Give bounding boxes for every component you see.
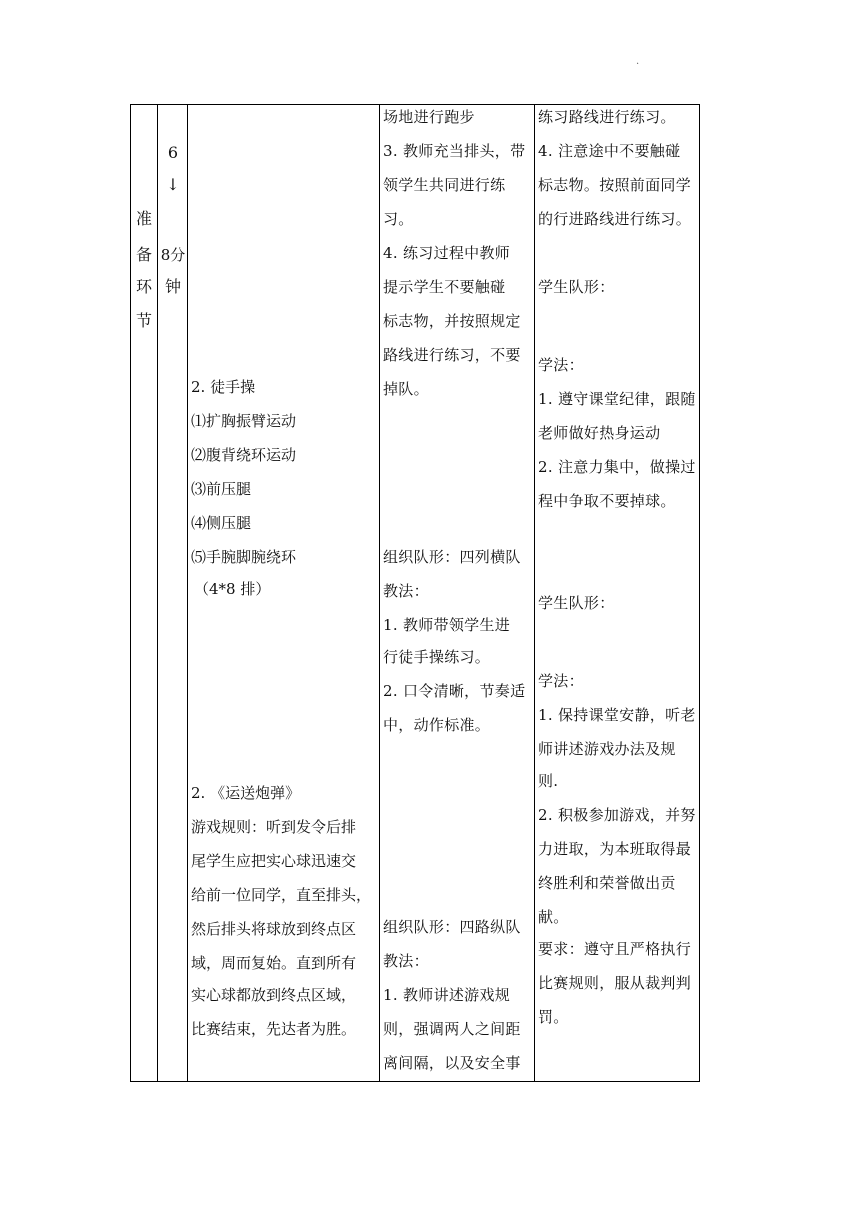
student-line: 师讲述游戏办法及规 xyxy=(538,740,676,758)
teacher-line: 离间隔，以及安全事 xyxy=(383,1054,521,1072)
student-line: 学法： xyxy=(538,672,584,690)
teacher-line: 掉队。 xyxy=(383,380,429,398)
student-line: 罚。 xyxy=(538,1008,569,1026)
teacher-line: 提示学生不要触碰 xyxy=(383,278,506,296)
game-line: 然后排头将球放到终点区 xyxy=(191,920,357,938)
game-line: 实心球都放到终点区域， xyxy=(191,986,357,1004)
section-char: 准 xyxy=(135,209,152,228)
teacher-line: 1. 教师带领学生进 xyxy=(383,616,511,634)
game-line: 尾学生应把实心球迅速交 xyxy=(191,852,357,870)
student-line: 则. xyxy=(538,772,559,790)
student-line: 老师做好热身运动 xyxy=(538,424,661,442)
content-column xyxy=(187,105,380,1081)
teacher-line: 路线进行练习，不要 xyxy=(383,346,521,364)
exercise-item: ⑶前压腿 xyxy=(191,480,252,498)
student-formation: 学生队形： xyxy=(538,594,615,612)
student-line: 标志物。按照前面同学 xyxy=(538,176,692,194)
teacher-line: 场地进行跑步 xyxy=(383,108,475,126)
teacher-line: 则，强调两人之间距 xyxy=(383,1020,521,1038)
exercise-item: ⑷侧压腿 xyxy=(191,514,252,532)
student-line: 的行进路线进行练习。 xyxy=(538,210,692,228)
section-char: 备 xyxy=(135,245,152,264)
teacher-line: 3. 教师充当排头，带 xyxy=(383,142,526,160)
student-line: 1. 遵守课堂纪律，跟随 xyxy=(538,390,696,408)
student-formation: 学生队形： xyxy=(538,278,615,296)
time-column xyxy=(157,105,188,1081)
time-end: 8分 xyxy=(160,246,186,264)
student-line: 学法： xyxy=(538,356,584,374)
game-line: 2. 《运送炮弹》 xyxy=(191,784,301,802)
teacher-line: 组织队形：四路纵队 xyxy=(383,918,521,936)
student-line: 程中争取不要掉球。 xyxy=(538,492,676,510)
section-char: 环 xyxy=(135,277,152,296)
game-line: 域，周而复始。直到所有 xyxy=(191,954,357,972)
exercise-count: （4*8 排） xyxy=(194,580,271,598)
student-line: 比赛规则，服从裁判判 xyxy=(538,974,692,992)
exercise-item: ⑸手腕脚腕绕环 xyxy=(191,548,297,566)
exercise-item: ⑵腹背绕环运动 xyxy=(191,446,297,464)
exercise-title: 2. 徒手操 xyxy=(191,378,256,396)
teacher-line: 4. 练习过程中教师 xyxy=(383,244,511,262)
student-column xyxy=(534,105,702,1081)
student-line: 1. 保持课堂安静，听老 xyxy=(538,706,696,724)
teacher-line: 领学生共同进行练 xyxy=(383,176,506,194)
teacher-column xyxy=(379,105,535,1081)
section-column xyxy=(131,105,157,1081)
teacher-line: 习。 xyxy=(383,210,414,228)
student-line: 要求：遵守且严格执行 xyxy=(538,940,692,958)
game-line: 游戏规则：听到发令后排 xyxy=(191,818,357,836)
student-line: 2. 积极参加游戏，并努 xyxy=(538,806,696,824)
section-char: 节 xyxy=(135,311,152,330)
student-line: 练习路线进行练习。 xyxy=(538,108,676,126)
student-line: 2. 注意力集中，做操过 xyxy=(538,458,696,476)
teacher-line: 教法： xyxy=(383,952,429,970)
exercise-item: ⑴扩胸振臂运动 xyxy=(191,412,297,430)
student-line: 终胜利和荣誉做出贡 xyxy=(538,874,676,892)
teacher-line: 行徒手操练习。 xyxy=(383,648,491,666)
student-line: 力进取，为本班取得最 xyxy=(538,840,692,858)
teacher-line: 1. 教师讲述游戏规 xyxy=(383,986,511,1004)
teacher-line: 中，动作标准。 xyxy=(383,716,491,734)
teacher-line: 2. 口令清晰，节奏适 xyxy=(383,682,526,700)
time-unit: 钟 xyxy=(164,277,181,296)
teacher-line: 组织队形：四列横队 xyxy=(383,548,521,566)
page-mark: . xyxy=(636,56,640,67)
down-arrow-icon: ↓ xyxy=(166,175,180,194)
teacher-line: 教法： xyxy=(383,582,429,600)
student-line: 4. 注意途中不要触碰 xyxy=(538,142,681,160)
teacher-line: 标志物，并按照规定 xyxy=(383,312,521,330)
time-start: 6 xyxy=(167,143,179,162)
game-line: 给前一位同学，直至排头， xyxy=(191,886,372,904)
game-line: 比赛结束，先达者为胜。 xyxy=(191,1020,357,1038)
lesson-plan-table xyxy=(130,104,700,1082)
student-line: 献。 xyxy=(538,908,569,926)
